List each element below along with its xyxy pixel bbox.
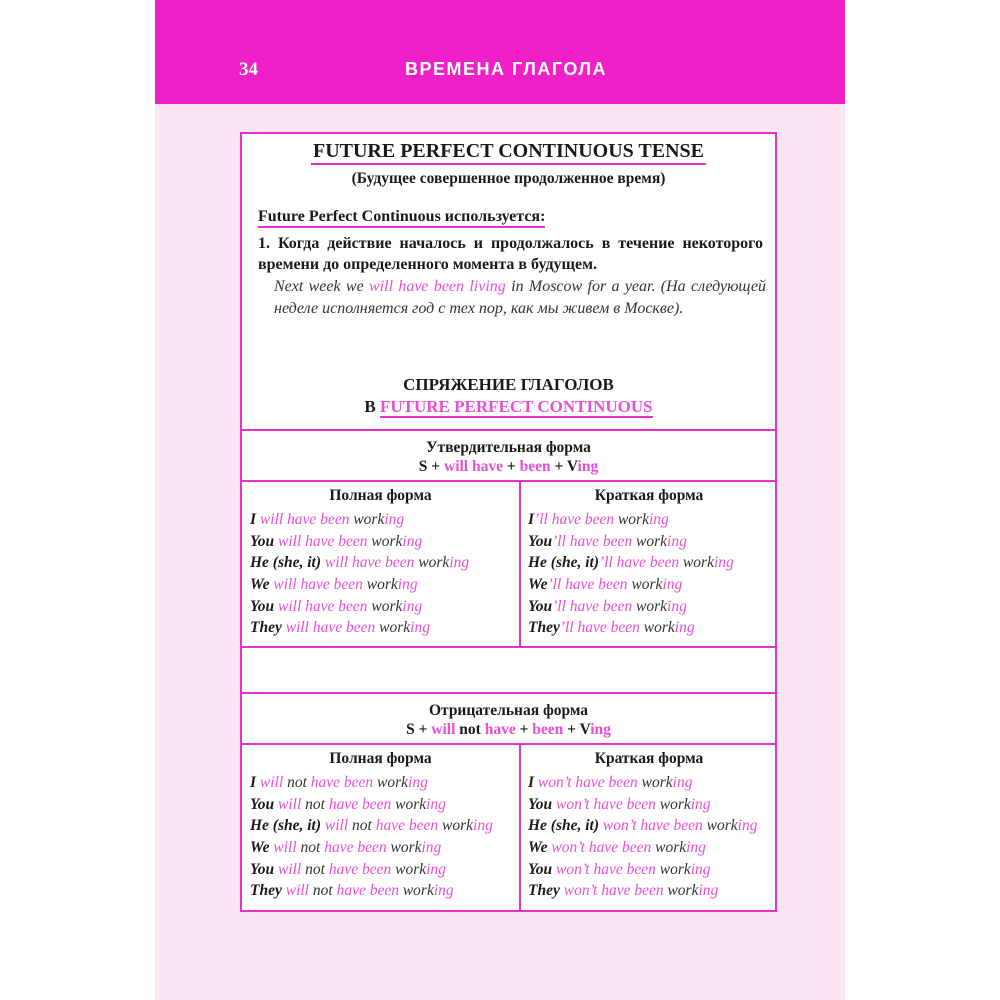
subject: You	[250, 597, 275, 615]
conjugation-title-line1: СПРЯЖЕНИЕ ГЛАГОЛОВ	[403, 375, 614, 394]
formula-part: + V	[563, 721, 591, 738]
divider	[242, 646, 775, 648]
auxiliary: won’t have been	[599, 817, 707, 835]
verb-stem: work	[402, 882, 434, 900]
formula-part: will	[431, 721, 456, 738]
subject: They	[250, 619, 282, 637]
example-text-before: Next week we	[274, 278, 370, 295]
ing-ending: ing	[667, 532, 687, 550]
usage-heading-text: Future Perfect Continuous используется:	[258, 208, 545, 228]
subject: You	[528, 532, 553, 550]
ing-ending: ing	[433, 882, 454, 900]
verb-stem: work	[636, 597, 668, 615]
verb-stem: work	[659, 860, 691, 878]
auxiliary: will	[281, 882, 309, 900]
subject: We	[528, 576, 548, 594]
subject: You	[250, 860, 275, 878]
affirmative-full-label: Полная форма	[329, 487, 432, 504]
ing-ending: ing	[402, 597, 423, 615]
conjugation-row	[528, 837, 757, 859]
verb-stem: work	[643, 619, 675, 637]
affirmative-short-label: Краткая форма	[594, 487, 704, 504]
verb-stem: work	[379, 619, 411, 637]
subject: You	[250, 795, 275, 813]
conjugation-row	[528, 880, 757, 902]
auxiliary: ’ll have been	[599, 554, 683, 572]
conjugation-row	[528, 815, 757, 837]
auxiliary: have been	[310, 774, 378, 791]
ing-ending: ing	[737, 817, 758, 835]
ing-ending: ing	[686, 839, 706, 857]
ing-ending: ing	[426, 860, 446, 878]
conjugation-row	[528, 552, 734, 574]
auxiliary: will	[274, 795, 302, 813]
conjugation-row	[528, 617, 734, 639]
formula-part: been	[532, 721, 564, 738]
ing-ending: ing	[690, 795, 711, 813]
ing-ending: ing	[449, 554, 470, 572]
usage-example	[274, 276, 766, 320]
ing-ending: ing	[674, 619, 695, 637]
negative-full-list	[250, 772, 493, 902]
auxiliary: ’ll have been	[547, 576, 632, 594]
auxiliary: will have been	[269, 576, 367, 594]
divider	[242, 480, 775, 482]
subject: You	[528, 597, 553, 615]
formula-part: + V	[550, 458, 578, 475]
ing-ending: ing	[662, 576, 683, 594]
subject: You	[528, 860, 553, 878]
formula-part: not	[455, 721, 485, 738]
grammar-box	[240, 132, 777, 912]
verb-stem: work	[655, 839, 687, 857]
conjugation-row	[250, 772, 493, 794]
negation: not	[301, 860, 329, 878]
verb-stem: work	[659, 795, 691, 813]
affirmative-formula	[242, 457, 775, 476]
page-header	[155, 0, 845, 104]
ing-ending: ing	[410, 619, 430, 637]
subject: We	[250, 839, 270, 857]
verb-stem: work	[353, 511, 385, 528]
subject: He (she, it)	[528, 817, 600, 835]
subject: He (she, it)	[250, 554, 322, 572]
auxiliary: have been	[328, 860, 396, 878]
ing-ending: ing	[690, 860, 711, 878]
conjugation-row	[250, 552, 469, 574]
auxiliary: won’t have been	[559, 882, 668, 900]
auxiliary: won’t have been	[547, 839, 656, 857]
affirmative-heading	[242, 438, 775, 476]
conjugation-row	[250, 617, 469, 639]
formula-part: ing	[577, 458, 599, 475]
auxiliary: have been	[336, 882, 403, 900]
auxiliary: ’ll have been	[552, 597, 637, 615]
negative-short-label: Краткая форма	[594, 750, 704, 767]
conjugation-row	[528, 509, 734, 531]
auxiliary: will have been	[274, 532, 372, 550]
verb-stem: work	[631, 576, 663, 594]
formula-part: have	[484, 721, 516, 738]
usage-rule: 1. Когда действие началось и продолжалось в течение некоторого времени до определенного момента в будущем.	[258, 235, 763, 273]
ing-ending: ing	[672, 774, 693, 791]
usage-heading	[258, 208, 545, 226]
negative-full-label: Полная форма	[329, 750, 432, 767]
auxiliary: ’ll have been	[552, 532, 637, 550]
conjugation-row	[250, 859, 493, 881]
subject: They	[250, 882, 282, 900]
conjugation-row	[250, 880, 493, 902]
auxiliary: have been	[324, 839, 391, 857]
ing-ending: ing	[402, 532, 423, 550]
subject: You	[250, 532, 275, 550]
auxiliary: won’t have been	[552, 795, 660, 813]
subject: I	[250, 511, 257, 528]
divider	[242, 692, 775, 694]
tense-title-text: FUTURE PERFECT CONTINUOUS TENSE	[311, 140, 706, 165]
running-title: ВРЕМЕНА ГЛАГОЛА	[405, 59, 608, 79]
page-number: 34	[239, 59, 258, 80]
subject: You	[528, 795, 553, 813]
ing-ending: ing	[698, 882, 719, 900]
auxiliary: will	[321, 817, 349, 835]
auxiliary: will have been	[281, 619, 380, 637]
affirmative-short-list	[528, 509, 734, 639]
ing-ending: ing	[421, 839, 442, 857]
formula-part: S +	[418, 458, 444, 475]
auxiliary: ’ll have been	[559, 619, 644, 637]
conjugation-row	[250, 509, 469, 531]
negative-heading-text: Отрицательная форма	[428, 702, 589, 719]
conjugation-row	[250, 574, 469, 596]
negation: not	[296, 839, 325, 857]
verb-stem: work	[636, 532, 668, 550]
negation: not	[309, 882, 337, 900]
subject: He (she, it)	[250, 817, 322, 835]
conjugation-row	[250, 531, 469, 553]
formula-part: +	[515, 721, 533, 738]
verb-stem: work	[371, 532, 403, 550]
ing-ending: ing	[713, 554, 734, 572]
conjugation-row	[250, 815, 493, 837]
subject: He (she, it)	[528, 554, 600, 572]
formula-part: will have	[444, 458, 503, 475]
auxiliary: will	[274, 860, 302, 878]
conjugation-title-line2	[242, 396, 775, 418]
conjugation-row	[528, 596, 734, 618]
conjugation-title-highlight: FUTURE PERFECT CONTINUOUS	[379, 397, 653, 416]
auxiliary: won’t have been	[534, 774, 642, 791]
negative-heading	[242, 701, 775, 739]
negative-formula	[242, 720, 775, 739]
book-page	[155, 0, 845, 1000]
negation: not	[283, 774, 311, 791]
auxiliary: will have been	[274, 597, 372, 615]
auxiliary: will have been	[256, 511, 354, 528]
ing-ending: ing	[473, 817, 493, 835]
auxiliary: ’ll have been	[534, 511, 618, 528]
verb-stem: work	[390, 839, 422, 857]
negation: not	[301, 795, 329, 813]
auxiliary: will	[256, 774, 284, 791]
subject: We	[250, 576, 270, 594]
affirmative-heading-text: Утвердительная форма	[426, 439, 591, 456]
verb-stem: work	[706, 817, 738, 835]
subject: I	[528, 774, 535, 791]
tense-subtitle: (Будущее совершенное продолженное время)	[351, 170, 666, 187]
ing-ending: ing	[384, 511, 405, 528]
subject: They	[528, 882, 560, 900]
tense-title	[242, 140, 775, 163]
verb-stem: work	[682, 554, 714, 572]
affirmative-full-list	[250, 509, 469, 639]
conjugation-row	[250, 837, 493, 859]
auxiliary: will have been	[321, 554, 419, 572]
verb-stem: work	[395, 795, 427, 813]
conjugation-row	[528, 574, 734, 596]
divider	[242, 429, 775, 431]
subject: I	[250, 774, 257, 791]
conjugation-title	[242, 374, 775, 418]
conjugation-row	[250, 794, 493, 816]
formula-part: ing	[590, 721, 611, 738]
negation: not	[348, 817, 376, 835]
example-text-after: in Moscow for a year. (На следующей неделе исполняется год с тех пор, как мы живем в Москве).	[274, 278, 766, 317]
verb-stem: work	[667, 882, 699, 900]
example-highlight: will have been living	[369, 278, 506, 295]
ing-ending: ing	[408, 774, 428, 791]
negative-short-list	[528, 772, 757, 902]
ing-ending: ing	[426, 795, 446, 813]
ing-ending: ing	[667, 597, 687, 615]
formula-part: +	[503, 458, 520, 475]
verb-stem: work	[371, 597, 403, 615]
auxiliary: have been	[375, 817, 443, 835]
conjugation-row	[250, 596, 469, 618]
auxiliary: won’t have been	[552, 860, 660, 878]
conjugation-row	[528, 794, 757, 816]
subject: I	[528, 511, 535, 528]
verb-stem: work	[395, 860, 427, 878]
auxiliary: have been	[328, 795, 396, 813]
conjugation-row	[528, 531, 734, 553]
ing-ending: ing	[397, 576, 418, 594]
conjugation-row	[528, 859, 757, 881]
verb-stem: work	[418, 554, 450, 572]
formula-part: S +	[406, 721, 432, 738]
verb-stem: work	[641, 774, 673, 791]
conjugation-row	[528, 772, 757, 794]
verb-stem: work	[366, 576, 398, 594]
divider	[242, 743, 775, 745]
subject: They	[528, 619, 560, 637]
formula-part: been	[519, 458, 551, 475]
verb-stem: work	[442, 817, 474, 835]
verb-stem: work	[617, 511, 649, 528]
subject: We	[528, 839, 548, 857]
column-divider	[519, 743, 521, 912]
ing-ending: ing	[648, 511, 669, 528]
auxiliary: will	[269, 839, 297, 857]
verb-stem: work	[377, 774, 409, 791]
conjugation-title-prefix: В	[364, 397, 380, 416]
